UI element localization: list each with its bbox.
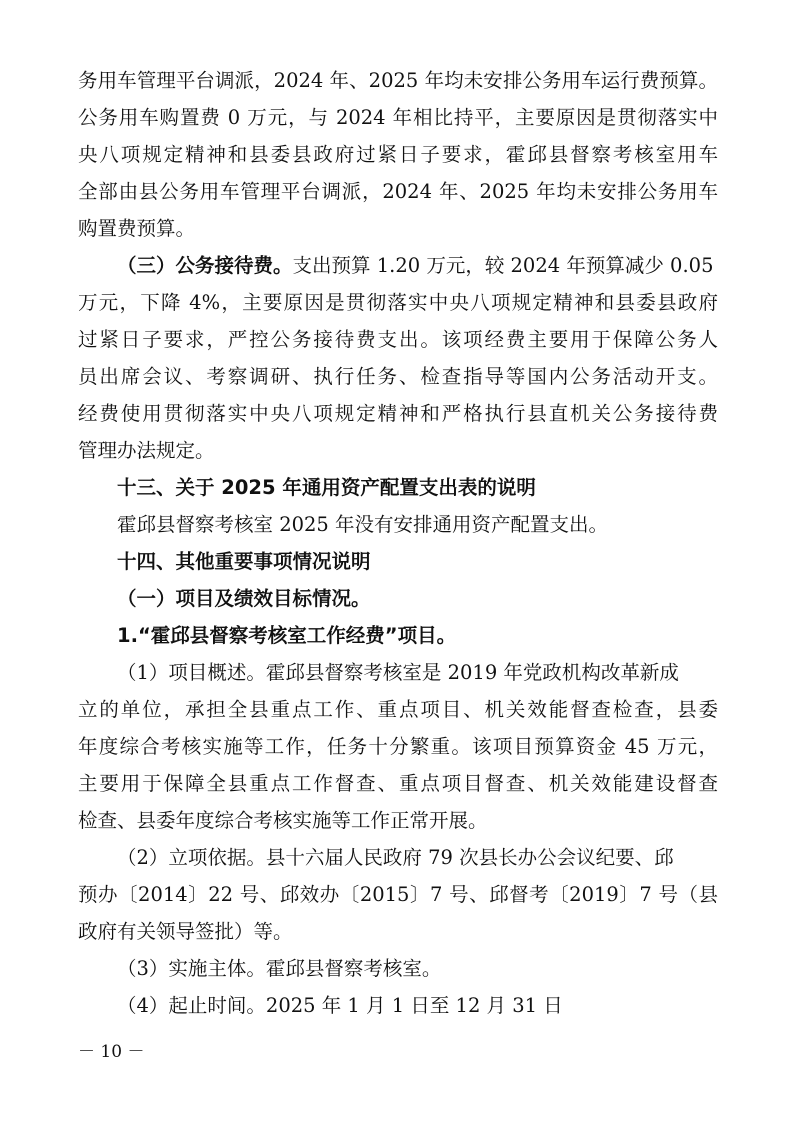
text-line: 务用车管理平台调派，2024 年、2025 年均未安排公务用车运行费预算。 [78, 69, 718, 92]
section-14-subheading: （一）项目及绩效目标情况。 [117, 587, 371, 610]
section-3-heading: （三）公务接待费。 [117, 254, 293, 277]
text-line: （4）起止时间。2025 年 1 月 1 日至 12 月 31 日 [117, 994, 563, 1017]
text-line: （2）立项依据。县十六届人民政府 79 次县长办公会议纪要、邱 [117, 846, 674, 869]
text-line: 预办〔2014〕22 号、邱效办〔2015〕7 号、邱督考〔2019〕7 号（县 [78, 883, 718, 906]
text-line: 过紧日子要求，严控公务接待费支出。该项经费主要用于保障公务人 [78, 328, 718, 351]
text-line: 管理办法规定。 [78, 439, 215, 462]
text-line: 经费使用贯彻落实中央八项规定精神和严格执行县直机关公务接待费 [78, 402, 718, 425]
text-line: 央八项规定精神和县委县政府过紧日子要求，霍邱县督察考核室用车 [78, 143, 718, 166]
text-line: 年度综合考核实施等工作，任务十分繁重。该项目预算资金 45 万元， [78, 735, 718, 758]
document-body [78, 62, 718, 1024]
text-line: （1）项目概述。霍邱县督察考核室是 2019 年党政机构改革新成 [117, 661, 679, 684]
section-14-title: 十四、其他重要事项情况说明 [117, 550, 371, 573]
text-line: 检查、县委年度综合考核实施等工作正常开展。 [78, 809, 488, 832]
project-title: 1.“霍邱县督察考核室工作经费”项目。 [117, 624, 457, 647]
section-13-body: 霍邱县督察考核室 2025 年没有安排通用资产配置支出。 [117, 513, 609, 536]
text-line: 员出席会议、考察调研、执行任务、检查指导等国内公务活动开支。 [78, 365, 718, 388]
text-line: 政府有关领导签批）等。 [78, 920, 293, 943]
page-number: － 10 － [78, 1042, 145, 1062]
section-3-text: 支出预算 1.20 万元，较 2024 年预算减少 0.05 [292, 254, 714, 277]
text-line: 公务用车购置费 0 万元，与 2024 年相比持平，主要原因是贯彻落实中 [78, 106, 718, 129]
text-line: 全部由县公务用车管理平台调派，2024 年、2025 年均未安排公务用车 [78, 180, 718, 203]
text-line: 主要用于保障全县重点工作督查、重点项目督查、机关效能建设督查 [78, 772, 718, 795]
section-3-first-line [78, 247, 718, 284]
text-line: （3）实施主体。霍邱县督察考核室。 [117, 957, 442, 980]
text-line: 购置费预算。 [78, 217, 196, 240]
section-13-title: 十三、关于 2025 年通用资产配置支出表的说明 [117, 476, 536, 499]
text-line: 立的单位，承担全县重点工作、重点项目、机关效能督查检查，县委 [78, 698, 718, 721]
text-line: 万元，下降 4%，主要原因是贯彻落实中央八项规定精神和县委县政府 [78, 291, 718, 314]
